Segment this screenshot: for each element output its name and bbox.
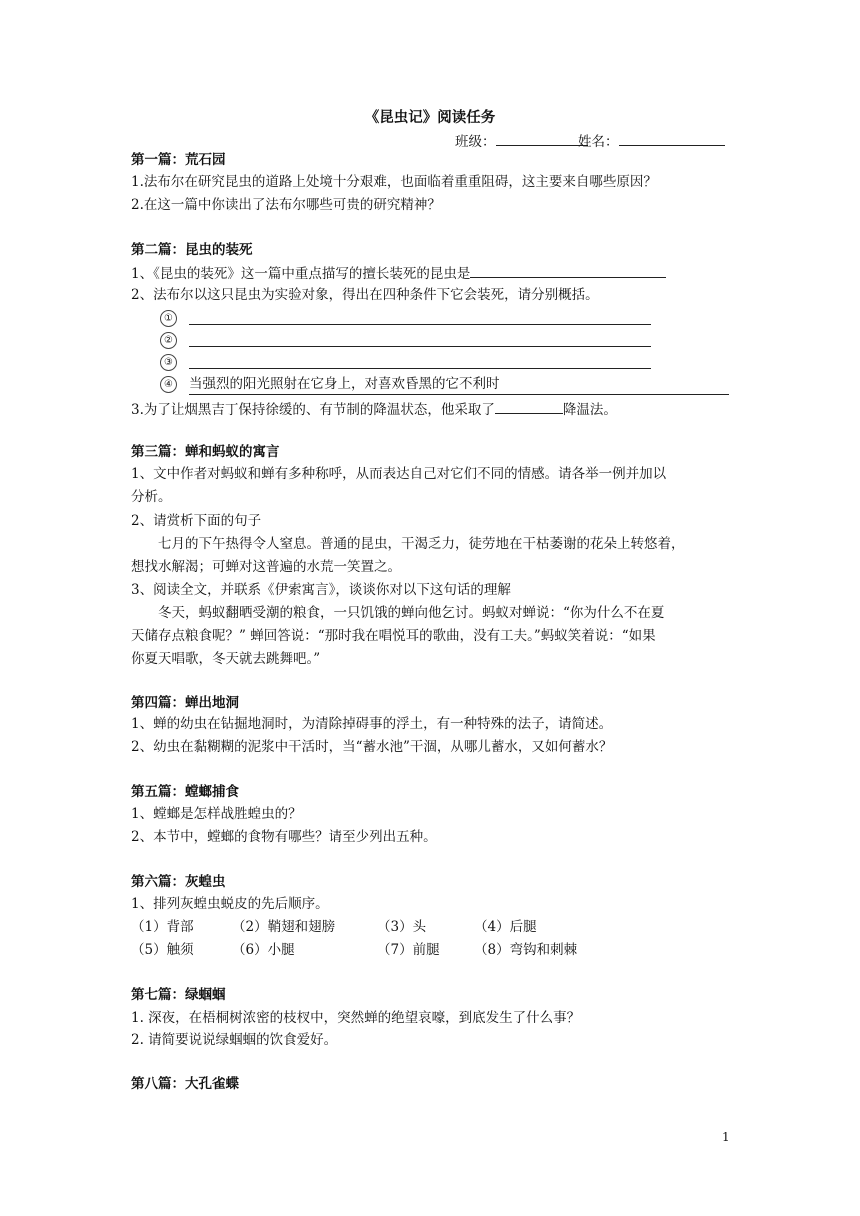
page-number: 1 bbox=[722, 1130, 730, 1144]
section-6-heading: 第六篇：灰蝗虫 bbox=[131, 874, 226, 890]
answer-line-3[interactable] bbox=[189, 368, 651, 369]
s4-question-2: 2、幼虫在黏糊糊的泥浆中干活时，当“蓄水池”干涸，从哪儿蓄水，又如何蓄水？ bbox=[131, 739, 613, 755]
s6-question-1: 1、排列灰蝗虫蜕皮的先后顺序。 bbox=[131, 896, 329, 912]
s3-passage-2-line-2: 天储存点粮食呢？” 蝉回答说：“那时我在唱悦耳的歌曲，没有工夫。”蚂蚁笑着说：“如果 bbox=[131, 628, 656, 644]
s2-question-1: 1、《昆虫的装死》这一篇中重点描写的擅长装死的昆虫是 bbox=[131, 262, 666, 284]
circled-number-1: ① bbox=[160, 310, 177, 327]
s3-question-3: 3、阅读全文，并联系《伊索寓言》，谈谈你对以下这句话的理解 bbox=[131, 582, 511, 598]
answer-line-2[interactable] bbox=[189, 346, 651, 347]
document-title: 《昆虫记》阅读任务 bbox=[364, 109, 496, 126]
name-field bbox=[578, 130, 725, 152]
answer-line-1[interactable] bbox=[189, 324, 651, 325]
option-8: （8）弯钩和刺棘 bbox=[474, 942, 578, 958]
s2-q1-answer-blank[interactable] bbox=[470, 262, 666, 278]
option-3: （3）头 bbox=[377, 919, 427, 935]
s3-question-1-line-2: 分析。 bbox=[131, 489, 172, 505]
section-7-heading: 第七篇：绿蝈蝈 bbox=[131, 987, 226, 1003]
option-4: （4）后腿 bbox=[474, 919, 537, 935]
s3-passage-1-line-2: 想找水解渴；可蝉对这普遍的水荒一笑置之。 bbox=[131, 559, 401, 575]
option-6: （6）小腿 bbox=[232, 942, 295, 958]
s3-question-2: 2、请赏析下面的句子 bbox=[131, 513, 262, 529]
section-1-heading: 第一篇：荒石园 bbox=[131, 152, 226, 168]
circled-number-2: ② bbox=[160, 332, 177, 349]
option-2: （2）鞘翅和翅膀 bbox=[232, 919, 336, 935]
s7-question-2: 2. 请简要说说绿蝈蝈的饮食爱好。 bbox=[131, 1032, 338, 1048]
name-label: 姓名： bbox=[578, 134, 619, 150]
s4-question-1: 1、蝉的幼虫在钻掘地洞时，为清除掉碍事的浮土，有一种特殊的法子，请简述。 bbox=[131, 716, 613, 732]
class-blank[interactable] bbox=[496, 130, 588, 146]
s3-passage-2-line-1: 冬天，蚂蚁翻晒受潮的粮食，一只饥饿的蝉向他乞讨。蚂蚁对蝉说：“你为什么不在夏 bbox=[158, 605, 665, 621]
class-label: 班级： bbox=[455, 134, 496, 150]
circled-number-3: ③ bbox=[160, 354, 177, 371]
s5-question-2: 2、本节中，螳螂的食物有哪些？请至少列出五种。 bbox=[131, 829, 437, 845]
s2-q3-answer-blank[interactable] bbox=[495, 398, 563, 414]
s2-question-3: 3.为了让烟黑吉丁保持徐缓的、有节制的降温状态，他采取了 降温法。 bbox=[131, 398, 617, 420]
section-2-heading: 第二篇：昆虫的装死 bbox=[131, 242, 253, 258]
s7-question-1: 1. 深夜，在梧桐树浓密的枝杈中，突然蝉的绝望哀嚎，到底发生了什么事？ bbox=[131, 1010, 581, 1026]
name-blank[interactable] bbox=[619, 130, 725, 146]
s3-passage-2-line-3: 你夏天唱歌，冬天就去跳舞吧。” bbox=[131, 651, 321, 667]
option-1: （1）背部 bbox=[131, 919, 194, 935]
answer-4-text: 当强烈的阳光照射在它身上，对喜欢昏黑的它不利时 bbox=[189, 376, 500, 392]
class-field bbox=[455, 130, 588, 152]
option-5: （5）触须 bbox=[131, 942, 194, 958]
section-5-heading: 第五篇：螳螂捕食 bbox=[131, 784, 239, 800]
s3-question-1-line-1: 1、文中作者对蚂蚁和蝉有多种称呼，从而表达自己对它们不同的情感。请各举一例并加以 bbox=[131, 466, 667, 482]
answer-line-4 bbox=[189, 374, 729, 395]
circled-number-4: ④ bbox=[160, 376, 177, 393]
section-3-heading: 第三篇：蝉和蚂蚁的寓言 bbox=[131, 444, 280, 460]
s2-question-2: 2、法布尔以这只昆虫为实验对象，得出在四种条件下它会装死，请分别概括。 bbox=[131, 287, 599, 303]
option-7: （7）前腿 bbox=[377, 942, 440, 958]
s5-question-1: 1、螳螂是怎样战胜蝗虫的？ bbox=[131, 806, 302, 822]
s1-question-1: 1.法布尔在研究昆虫的道路上处境十分艰难，也面临着重重阻碍，这主要来自哪些原因？ bbox=[131, 174, 657, 190]
section-8-heading: 第八篇：大孔雀蝶 bbox=[131, 1076, 239, 1092]
s1-question-2: 2.在这一篇中你读出了法布尔哪些可贵的研究精神？ bbox=[131, 197, 441, 213]
s3-passage-1-line-1: 七月的下午热得令人窒息。普通的昆虫，干渴乏力，徒劳地在干枯萎谢的花朵上转悠着， bbox=[158, 536, 685, 552]
section-4-heading: 第四篇：蝉出地洞 bbox=[131, 695, 239, 711]
